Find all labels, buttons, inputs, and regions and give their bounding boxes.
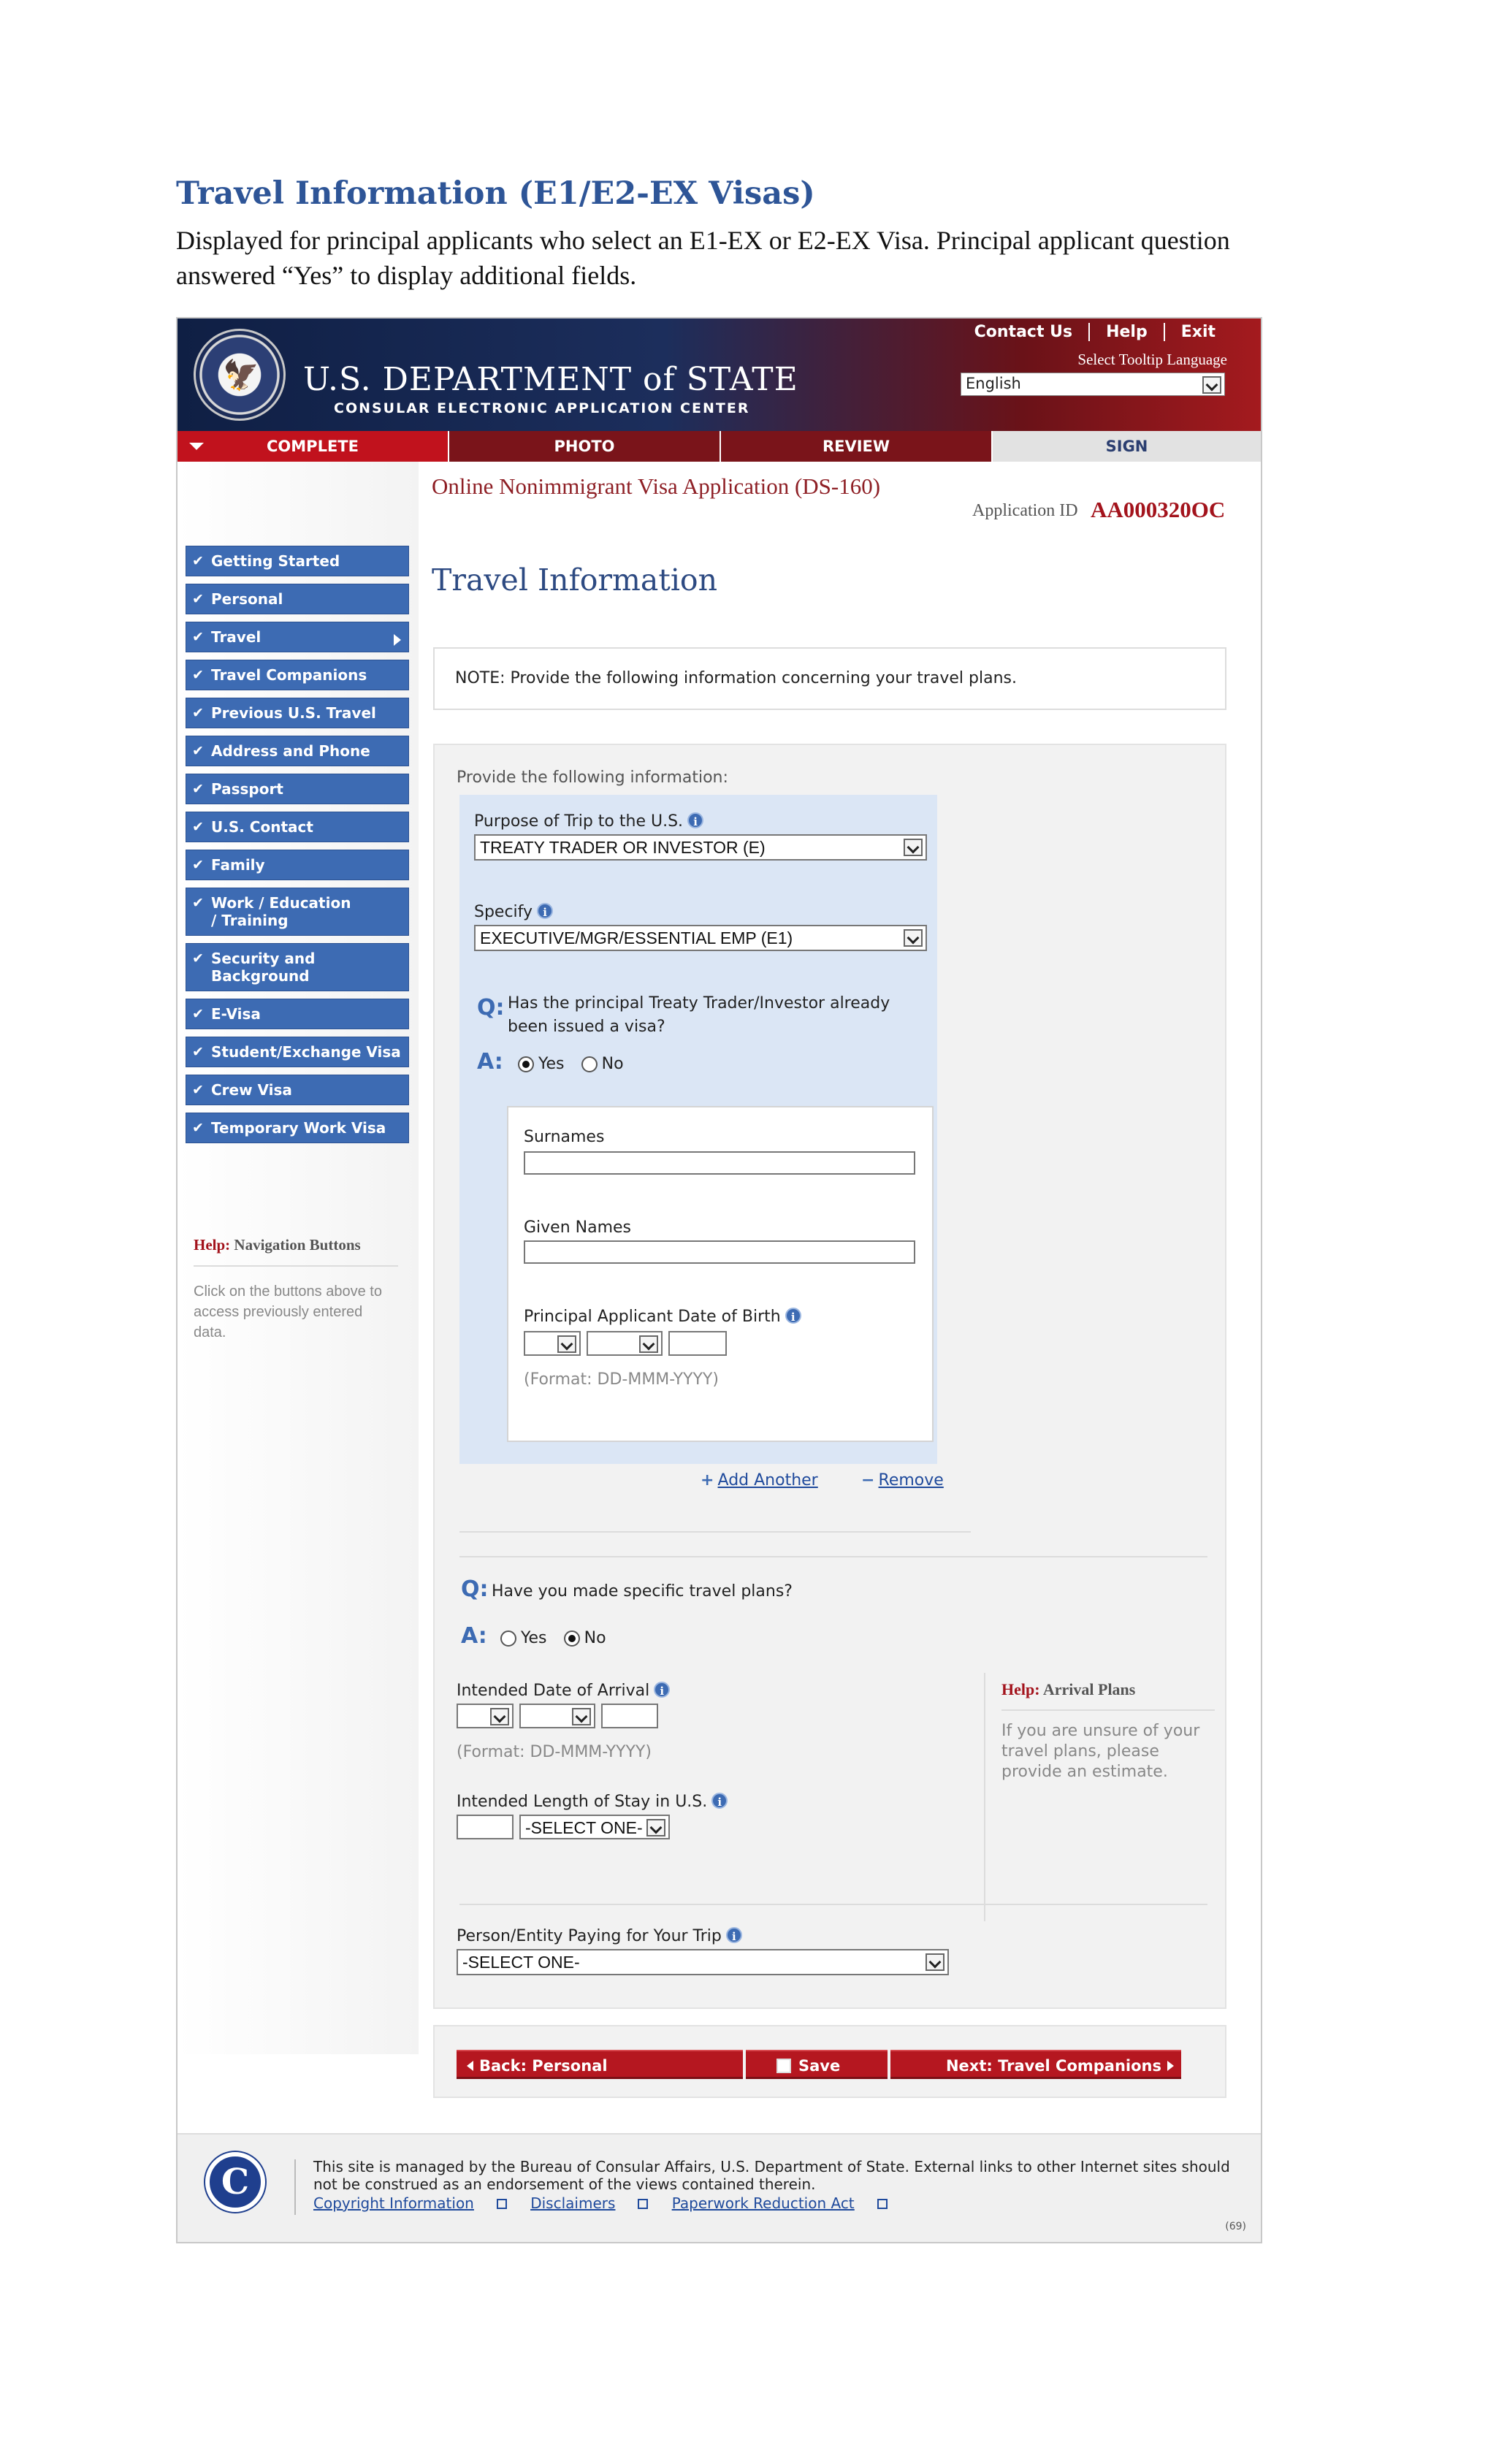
radio-no-label: No <box>584 1629 606 1647</box>
sidebar-item-student-exchange[interactable] <box>186 1037 409 1067</box>
save-icon <box>776 2059 791 2073</box>
sidebar-item-label: U.S. Contact <box>211 818 313 836</box>
chevron-down-icon <box>557 1335 576 1353</box>
eagle-icon: 🦅 <box>223 359 259 392</box>
sidebar-item-label: Travel Companions <box>211 666 367 684</box>
triangle-down-icon <box>189 443 204 450</box>
length-of-stay-label <box>457 1793 728 1811</box>
back-button[interactable] <box>457 2050 743 2079</box>
tab-review[interactable]: REVIEW <box>721 431 993 462</box>
divider <box>194 1265 398 1267</box>
specify-select[interactable] <box>474 925 927 951</box>
arrival-date-label <box>457 1682 670 1700</box>
sidebar-item-security[interactable] <box>186 943 409 991</box>
question-mark: Q: <box>461 1576 489 1602</box>
disclaimers-link[interactable] <box>530 2194 648 2212</box>
exit-link[interactable]: Exit <box>1164 323 1232 341</box>
checkmark-icon: ✔ <box>192 1044 204 1060</box>
sidebar-item-family[interactable] <box>186 850 409 880</box>
sidebar-item-address-phone[interactable] <box>186 736 409 766</box>
sidebar-item-label: E-Visa <box>211 1005 261 1023</box>
radio-no[interactable] <box>564 1630 580 1647</box>
tab-sign[interactable]: SIGN <box>993 431 1261 462</box>
radio-yes-label: Yes <box>521 1629 547 1647</box>
minus-icon: − <box>861 1471 875 1490</box>
surnames-input[interactable] <box>524 1151 915 1175</box>
help-navigation-title <box>194 1236 361 1254</box>
checkmark-icon: ✔ <box>192 895 204 911</box>
external-link-icon <box>877 2199 888 2209</box>
payer-label <box>457 1927 742 1945</box>
chevron-down-icon <box>904 929 923 947</box>
page-code: (69) <box>1225 2221 1246 2232</box>
info-icon[interactable]: i <box>711 1793 728 1809</box>
add-another-link[interactable] <box>701 1471 818 1490</box>
sidebar-item-label: Security and Background <box>211 950 316 985</box>
sidebar-item-e-visa[interactable] <box>186 999 409 1029</box>
specify-label-text: Specify <box>474 903 533 921</box>
chevron-down-icon <box>904 839 923 856</box>
sidebar-item-label: Travel <box>211 628 262 646</box>
help-link[interactable]: Help <box>1088 323 1164 341</box>
sidebar-item-passport[interactable] <box>186 774 409 804</box>
checkmark-icon: ✔ <box>192 629 204 645</box>
sidebar-item-label: Getting Started <box>211 552 340 570</box>
back-button-label: Back: Personal <box>479 2057 608 2075</box>
document-title: Travel Information (E1/E2-EX Visas) <box>176 175 815 212</box>
help-arrival-text: If you are unsure of your travel plans, please provide an estimate. <box>1001 1722 1200 1781</box>
sidebar-item-previous-travel[interactable] <box>186 698 409 728</box>
length-of-stay-input[interactable] <box>457 1815 514 1839</box>
help-navigation-text: Click on the buttons above to access previously entered data. <box>194 1284 382 1340</box>
sidebar-item-getting-started[interactable] <box>186 546 409 576</box>
step-tabs <box>178 431 1261 462</box>
dob-day-select[interactable] <box>524 1331 581 1356</box>
checkmark-icon: ✔ <box>192 819 204 835</box>
next-button[interactable] <box>890 2050 1181 2079</box>
arrow-left-icon <box>467 2061 473 2071</box>
remove-link[interactable] <box>861 1471 944 1490</box>
checkmark-icon: ✔ <box>192 667 204 683</box>
divider <box>459 1531 971 1533</box>
checkmark-icon: ✔ <box>192 1120 204 1136</box>
footer-divider <box>294 2159 296 2215</box>
note-box: NOTE: Provide the following information concerning your travel plans. <box>433 647 1226 710</box>
already-issued-radio-group <box>518 1055 637 1073</box>
sidebar-item-label: Crew Visa <box>211 1081 292 1099</box>
radio-yes-label: Yes <box>538 1055 565 1073</box>
language-value: English <box>966 375 1021 392</box>
radio-no-label: No <box>601 1055 624 1073</box>
external-link-icon <box>638 2199 648 2209</box>
purpose-select[interactable] <box>474 834 927 861</box>
application-screenshot <box>176 317 1262 2243</box>
chevron-down-icon <box>639 1335 658 1353</box>
footer-text: This site is managed by the Bureau of Consular Affairs, U.S. Department of State. External links to other Internet sites should not be construed as an endorsement of the views contained therein. <box>313 2158 1230 2193</box>
length-of-stay-unit-select[interactable] <box>519 1815 670 1839</box>
checkmark-icon: ✔ <box>192 591 204 607</box>
arrival-year-input[interactable] <box>601 1704 658 1728</box>
sidebar-item-crew-visa[interactable] <box>186 1075 409 1105</box>
sidebar-item-work-education[interactable] <box>186 888 409 936</box>
radio-no[interactable] <box>581 1056 598 1072</box>
radio-yes[interactable] <box>518 1056 534 1072</box>
arrival-format-hint: (Format: DD-MMM-YYYY) <box>457 1743 652 1761</box>
sidebar-item-label: Student/Exchange Visa <box>211 1043 401 1061</box>
info-icon[interactable]: i <box>654 1682 670 1698</box>
sidebar-item-personal[interactable] <box>186 584 409 614</box>
checkmark-icon: ✔ <box>192 950 204 966</box>
copyright-link[interactable] <box>313 2194 507 2212</box>
dob-month-select[interactable] <box>587 1331 663 1356</box>
tooltip-language-label: Select Tooltip Language <box>1077 351 1227 368</box>
next-button-label: Next: Travel Companions <box>945 2057 1161 2075</box>
chevron-down-icon <box>1202 376 1221 394</box>
checkmark-icon: ✔ <box>192 857 204 873</box>
divider <box>459 1904 1207 1905</box>
help-arrival-title <box>1001 1680 1135 1699</box>
paperwork-link[interactable] <box>672 2194 888 2212</box>
payer-select[interactable] <box>457 1949 949 1975</box>
given-names-label: Given Names <box>524 1218 632 1237</box>
sidebar-item-label: Personal <box>211 590 283 608</box>
specify-label <box>474 903 553 921</box>
department-name: U.S. DEPARTMENT of STATE <box>303 361 798 398</box>
sidebar-item-travel-companions[interactable] <box>186 660 409 690</box>
radio-yes[interactable] <box>500 1630 516 1647</box>
dob-year-input[interactable] <box>668 1331 727 1356</box>
sidebar-item-label: Work / Education / Training <box>211 894 351 929</box>
save-button[interactable] <box>746 2050 888 2079</box>
divider <box>984 1673 985 1921</box>
arrival-month-select[interactable] <box>519 1704 595 1728</box>
payer-value: -SELECT ONE- <box>462 1953 580 1972</box>
page-heading: Travel Information <box>432 562 718 598</box>
purpose-label <box>474 812 703 831</box>
question-mark: Q: <box>477 995 505 1021</box>
tab-complete[interactable] <box>178 431 449 462</box>
document-description: Displayed for principal applicants who select an E1-EX or E2-EX Visa. Principal applicant question answered “Yes” to display additional fields. <box>176 226 1230 290</box>
footer-links <box>313 2194 907 2212</box>
sidebar-item-travel[interactable] <box>186 622 409 652</box>
given-names-input[interactable] <box>524 1240 915 1264</box>
checkmark-icon: ✔ <box>192 1006 204 1022</box>
disclaimers-link-label: Disclaimers <box>530 2194 616 2212</box>
info-icon[interactable]: i <box>785 1308 801 1324</box>
top-links <box>958 323 1232 341</box>
provide-info-label: Provide the following information: <box>457 768 728 787</box>
department-subtitle: CONSULAR ELECTRONIC APPLICATION CENTER <box>334 400 750 416</box>
contact-us-link[interactable]: Contact Us <box>974 323 1073 341</box>
surnames-label: Surnames <box>524 1128 605 1146</box>
consular-affairs-logo-icon: C <box>205 2152 265 2212</box>
sidebar-item-label: Temporary Work Visa <box>211 1119 386 1137</box>
question-already-issued: Has the principal Treaty Trader/Investor already been issued a visa? <box>508 994 890 1036</box>
arrival-date-label-text: Intended Date of Arrival <box>457 1682 650 1700</box>
add-another-label: Add Another <box>717 1471 818 1490</box>
chevron-down-icon <box>926 1953 944 1971</box>
payer-label-text: Person/Entity Paying for Your Trip <box>457 1927 722 1945</box>
paperwork-link-label: Paperwork Reduction Act <box>671 2194 855 2212</box>
save-button-label: Save <box>798 2057 841 2075</box>
info-icon[interactable]: i <box>687 812 703 828</box>
checkmark-icon: ✔ <box>192 705 204 721</box>
checkmark-icon: ✔ <box>192 781 204 797</box>
language-select[interactable] <box>961 373 1225 396</box>
length-of-stay-label-text: Intended Length of Stay in U.S. <box>457 1793 708 1811</box>
info-icon[interactable]: i <box>537 903 553 919</box>
sidebar-item-label: Passport <box>211 780 283 798</box>
answer-mark: A: <box>461 1623 487 1649</box>
external-link-icon <box>497 2199 507 2209</box>
answer-mark: A: <box>477 1049 503 1075</box>
length-of-stay-unit-value: -SELECT ONE- <box>525 1818 643 1837</box>
question-travel-plans: Have you made specific travel plans? <box>492 1582 793 1601</box>
tab-complete-label: COMPLETE <box>267 438 359 455</box>
copyright-link-label: Copyright Information <box>313 2194 474 2212</box>
application-title: Online Nonimmigrant Visa Application (DS-160) <box>432 473 881 499</box>
sidebar-item-label: Family <box>211 856 265 874</box>
help-prefix: Help: <box>194 1236 231 1254</box>
dob-format-hint: (Format: DD-MMM-YYYY) <box>524 1370 719 1389</box>
dob-label-text: Principal Applicant Date of Birth <box>524 1308 781 1326</box>
chevron-down-icon <box>646 1819 665 1836</box>
current-arrow-icon <box>394 634 401 646</box>
specify-value: EXECUTIVE/MGR/ESSENTIAL EMP (E1) <box>480 928 793 947</box>
arrow-right-icon <box>1167 2061 1174 2071</box>
sidebar-item-us-contact[interactable] <box>186 812 409 842</box>
arrival-day-select[interactable] <box>457 1704 514 1728</box>
site-banner <box>178 319 1261 431</box>
sidebar-item-label: Address and Phone <box>211 742 370 760</box>
divider <box>1001 1709 1215 1711</box>
checkmark-icon: ✔ <box>192 743 204 759</box>
sidebar-item-temporary-work[interactable] <box>186 1113 409 1143</box>
plus-icon: + <box>701 1471 714 1490</box>
checkmark-icon: ✔ <box>192 553 204 569</box>
sidebar-item-label: Previous U.S. Travel <box>211 704 376 722</box>
application-id-label: Application ID <box>972 501 1078 520</box>
help-title: Arrival Plans <box>1042 1680 1136 1698</box>
purpose-value: TREATY TRADER OR INVESTOR (E) <box>480 838 766 857</box>
dob-label <box>524 1308 801 1326</box>
application-id: AA000320OC <box>1091 497 1226 522</box>
travel-plans-radio-group <box>500 1629 619 1647</box>
purpose-label-text: Purpose of Trip to the U.S. <box>474 812 684 831</box>
info-icon[interactable]: i <box>726 1927 742 1943</box>
chevron-down-icon <box>490 1708 509 1725</box>
divider <box>459 1556 1207 1557</box>
help-prefix: Help: <box>1001 1680 1040 1698</box>
checkmark-icon: ✔ <box>192 1082 204 1098</box>
tab-photo[interactable]: PHOTO <box>449 431 721 462</box>
remove-label: Remove <box>878 1471 944 1490</box>
chevron-down-icon <box>572 1708 591 1725</box>
help-title: Navigation Buttons <box>234 1236 361 1254</box>
